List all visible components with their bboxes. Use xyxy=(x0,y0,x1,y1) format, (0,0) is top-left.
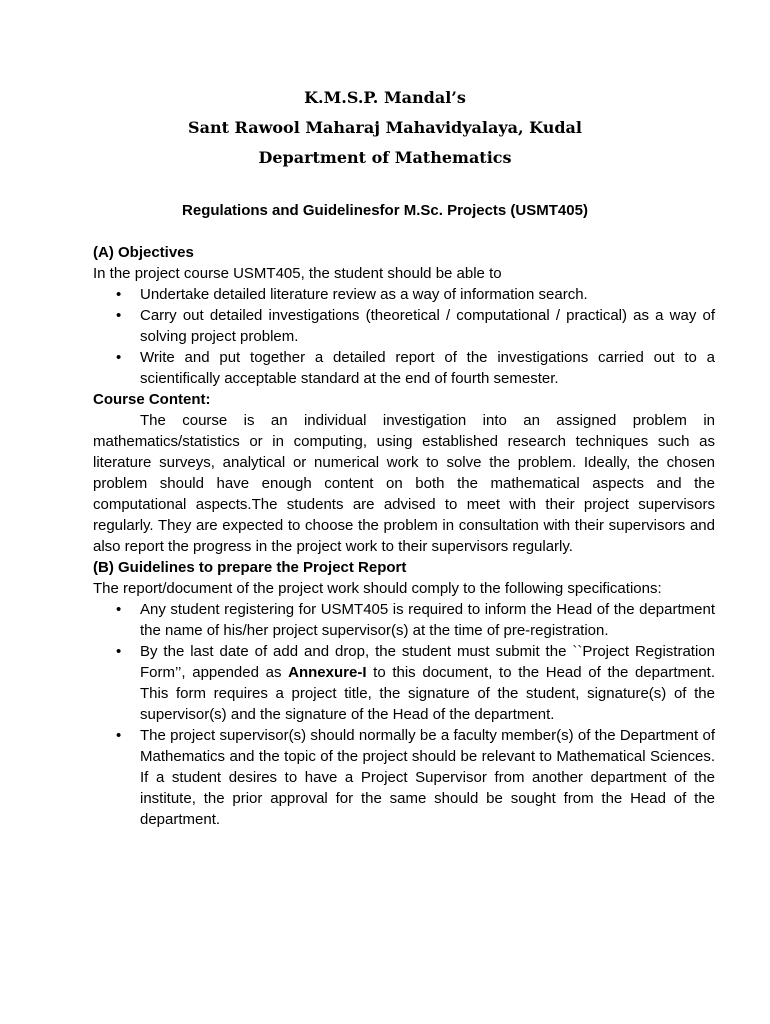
course-content-paragraph: The course is an individual investigation into an assigned problem in mathematics/statistics or in computing, using established research techniques such as literature surveys, analytical or numerical work to solve the problem. Ideally, the chosen problem should have enough content on both the mathematical aspects and the computational aspects.The students are advised to meet with their project supervisors regularly. They are expected to choose the problem in consultation with their supervisors and also report the progress in the project work to their supervisors regularly. xyxy=(93,412,715,555)
header-college-name: Sant Rawool Maharaj Mahavidyalaya, Kudal xyxy=(188,118,582,137)
guideline-item xyxy=(140,641,715,725)
guideline-item: • Any student registering for USMT405 is required to inform the Head of the department the name of his/her project supervisor(s) at the time of pre-registration. xyxy=(140,599,715,641)
guidelines-list xyxy=(93,599,715,830)
guideline-item-text-before: By the last date of add and drop, the student must submit the ``Project Registration Form’’, appended as xyxy=(140,643,715,681)
document-header xyxy=(0,86,770,176)
objectives-intro: In the project course USMT405, the student should be able to xyxy=(93,265,502,282)
objectives-heading: (A) Objectives xyxy=(93,244,194,261)
course-content-heading: Course Content: xyxy=(93,391,211,408)
objective-item: • Carry out detailed investigations (theoretical / computational / practical) as a way of solving project problem. xyxy=(140,305,715,347)
objectives-list xyxy=(93,284,715,389)
objective-item: • Undertake detailed literature review as a way of information search. xyxy=(140,284,715,305)
guideline-item-text-after: to this document, to the Head of the department. This form requires a project title, the signature of the student, signature(s) of the supervisor(s) and the signature of the Head of the department. xyxy=(140,664,716,723)
annexure-reference: Annexure-I xyxy=(288,664,367,681)
guidelines-heading: (B) Guidelines to prepare the Project Report xyxy=(93,559,407,576)
guideline-item: • The project supervisor(s) should normally be a faculty member(s) of the Department of Mathematics and the topic of the project should be relevant to Mathematical Sciences. If a student desires to have a Project Supervisor from another department of the institute, the prior approval for the same should be sought from the Head of the department. xyxy=(140,725,715,830)
guidelines-intro: The report/document of the project work should comply to the following specifications: xyxy=(93,580,662,597)
document-body xyxy=(93,242,715,830)
header-department-name: Department of Mathematics xyxy=(258,148,512,167)
document-title: Regulations and Guidelinesfor M.Sc. Projects (USMT405) xyxy=(182,202,588,219)
objective-item: • Write and put together a detailed report of the investigations carried out to a scientifically acceptable standard at the end of fourth semester. xyxy=(140,347,715,389)
header-society-name: K.M.S.P. Mandal’s xyxy=(304,88,466,107)
